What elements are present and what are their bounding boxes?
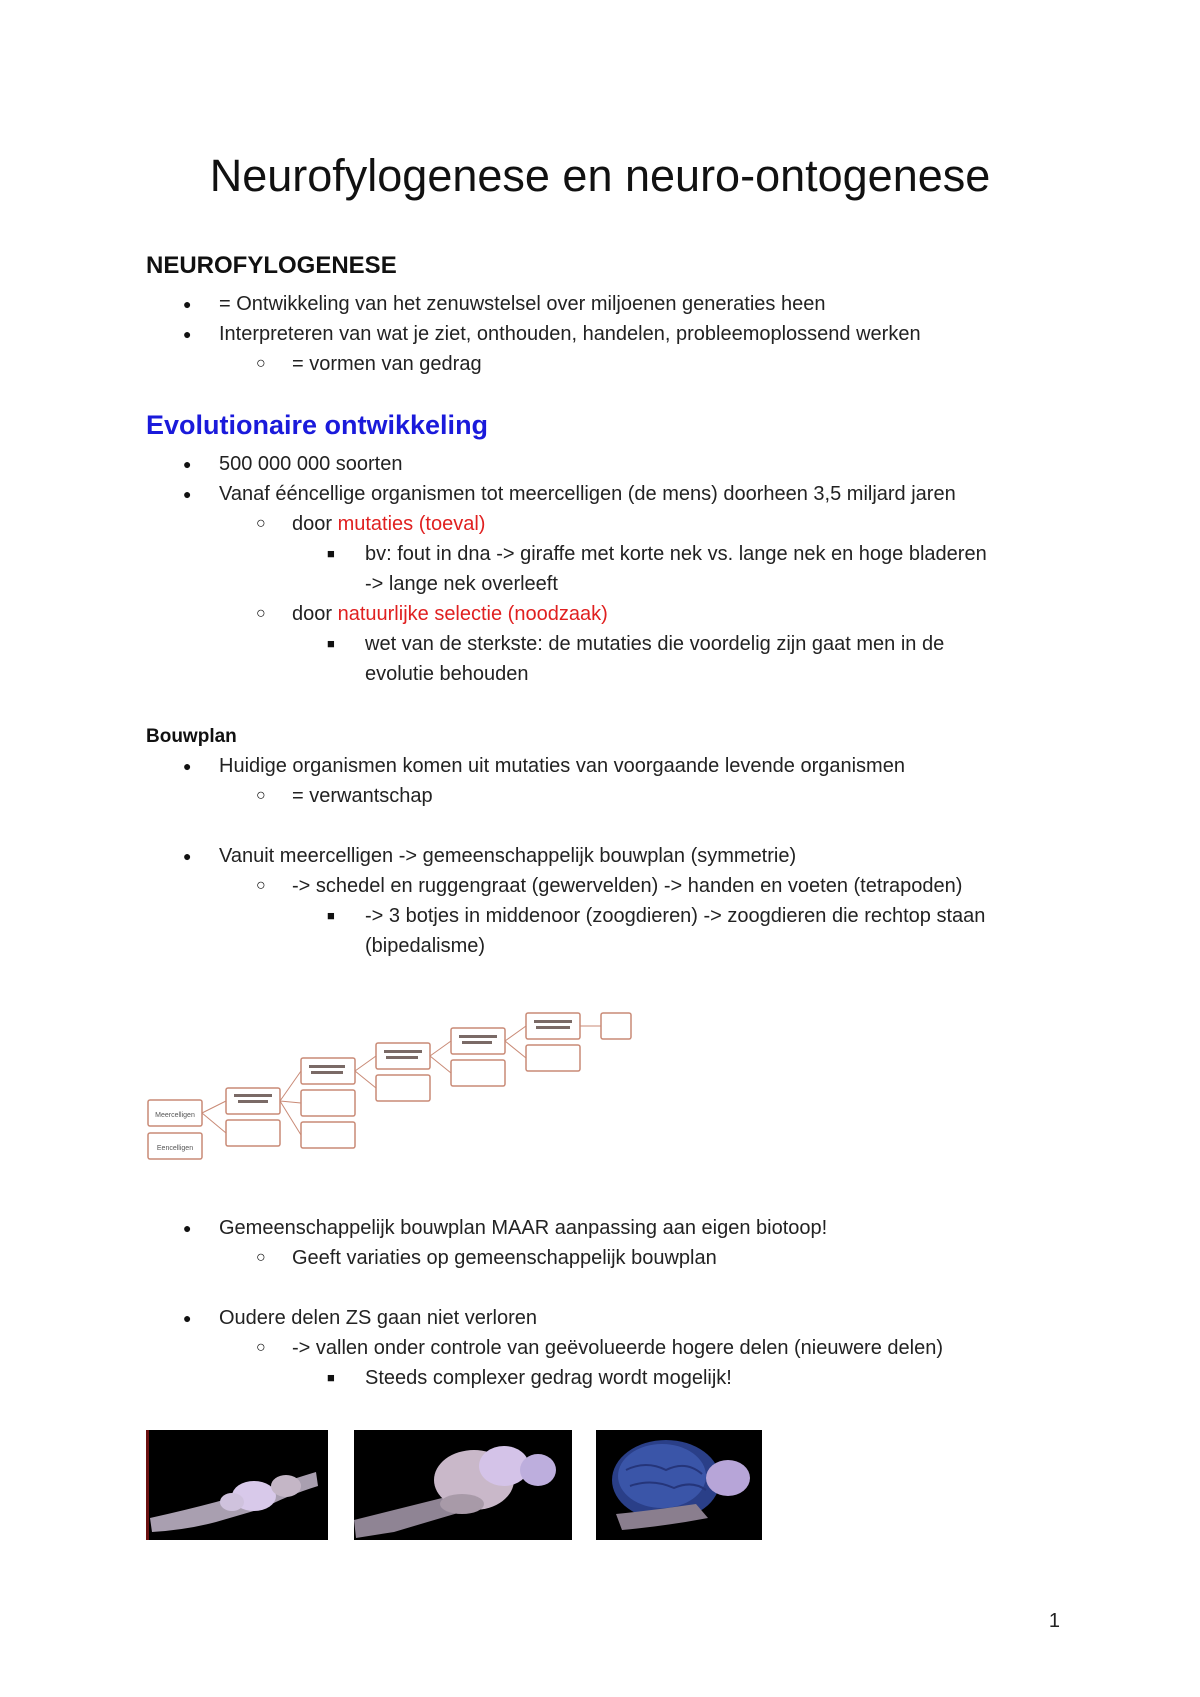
- bullet-icon: ●: [183, 758, 192, 774]
- diagram-label-placeholder: [459, 1035, 497, 1038]
- square-bullet-icon: ■: [327, 636, 335, 651]
- hollow-bullet-icon: ○: [256, 605, 266, 622]
- list-item: wet van de sterkste: de mutaties die voordelig zijn gaat men in de: [365, 633, 945, 655]
- page-title: Neurofylogenese en neuro-ontogenese: [209, 150, 991, 201]
- bullet-icon: ●: [183, 456, 192, 472]
- list-item: 500 000 000 soorten: [219, 453, 403, 475]
- highlight-mutaties: mutaties (toeval): [337, 513, 486, 535]
- diagram-label-placeholder: [462, 1041, 492, 1044]
- diagram-box: [301, 1090, 355, 1116]
- list-item: Huidige organismen komen uit mutaties van voorgaande levende organismen: [219, 755, 905, 777]
- list-item: Steeds complexer gedrag wordt mogelijk!: [365, 1367, 732, 1389]
- list-item: Vanaf ééncellige organismen tot meercelligen (de mens) doorheen 3,5 miljard jaren: [219, 483, 956, 505]
- list-item: Geeft variaties op gemeenschappelijk bouwplan: [292, 1247, 717, 1269]
- diagram-label-placeholder: [238, 1100, 268, 1103]
- list-item: Oudere delen ZS gaan niet verloren: [219, 1307, 537, 1329]
- hollow-bullet-icon: ○: [256, 877, 266, 894]
- hollow-bullet-icon: ○: [256, 515, 266, 532]
- hollow-bullet-icon: ○: [256, 355, 266, 372]
- list-item: Gemeenschappelijk bouwplan MAAR aanpassing aan eigen biotoop!: [219, 1217, 828, 1239]
- hollow-bullet-icon: ○: [256, 1339, 266, 1356]
- square-bullet-icon: ■: [327, 908, 335, 923]
- section-heading-bouwplan: Bouwplan: [146, 726, 237, 747]
- list-item-continuation: -> lange nek overleeft: [365, 573, 558, 595]
- page-number: 1: [1048, 1610, 1060, 1632]
- list-item-prefix: door: [292, 513, 338, 535]
- square-bullet-icon: ■: [327, 1370, 335, 1385]
- diagram-label-placeholder: [536, 1026, 570, 1029]
- list-item: Vanuit meercelligen -> gemeenschappelijk bouwplan (symmetrie): [219, 845, 797, 867]
- diagram-box: [301, 1122, 355, 1148]
- section-heading-evolutie: Evolutionaire ontwikkeling: [146, 410, 489, 440]
- list-item: [292, 510, 485, 538]
- bullet-icon: ●: [183, 326, 192, 342]
- list-item: = vormen van gedrag: [292, 353, 482, 375]
- hollow-bullet-icon: ○: [256, 787, 266, 804]
- bullet-icon: ●: [183, 486, 192, 502]
- diagram-label-placeholder: [311, 1071, 343, 1074]
- brain-image-human: [596, 1430, 762, 1540]
- list-item: Interpreteren van wat je ziet, onthouden, handelen, probleemoplossend werken: [219, 323, 921, 345]
- diagram-box: [376, 1075, 430, 1101]
- highlight-selectie: natuurlijke selectie (noodzaak): [337, 603, 608, 625]
- diagram-label-placeholder: [309, 1065, 345, 1068]
- hollow-bullet-icon: ○: [256, 1249, 266, 1266]
- list-item-continuation: evolutie behouden: [365, 663, 529, 685]
- list-item: -> 3 botjes in middenoor (zoogdieren) -> zoogdieren die rechtop staan: [365, 905, 986, 927]
- list-item: [292, 600, 608, 628]
- phylogeny-tree-diagram: [146, 1008, 636, 1160]
- list-item: -> vallen onder controle van geëvolueerde hogere delen (nieuwere delen): [292, 1337, 943, 1359]
- diagram-label-placeholder: [384, 1050, 422, 1053]
- bullet-icon: ●: [183, 1220, 192, 1236]
- diagram-box: [526, 1045, 580, 1071]
- bullet-icon: ●: [183, 1310, 192, 1326]
- list-item-continuation: (bipedalisme): [365, 935, 486, 957]
- brain-image-intermediate: [354, 1430, 572, 1540]
- list-item: -> schedel en ruggengraat (gewervelden) -> handen en voeten (tetrapoden): [292, 875, 963, 897]
- diagram-label-eencelligen: Eencelligen: [156, 1145, 194, 1152]
- diagram-label-placeholder: [234, 1094, 272, 1097]
- diagram-box: [226, 1120, 280, 1146]
- square-bullet-icon: ■: [327, 546, 335, 561]
- list-item-prefix: door: [292, 603, 338, 625]
- list-item: bv: fout in dna -> giraffe met korte nek vs. lange nek en hoge bladeren: [365, 543, 987, 565]
- diagram-box: [601, 1013, 631, 1039]
- list-item: = Ontwikkeling van het zenuwstelsel over miljoenen generaties heen: [219, 293, 826, 315]
- bullet-icon: ●: [183, 296, 192, 312]
- section-heading-neurofylogenese: NEUROFYLOGENESE: [146, 252, 397, 279]
- diagram-box: [451, 1060, 505, 1086]
- diagram-label-placeholder: [534, 1020, 572, 1023]
- diagram-label-meercelligen: Meercelligen: [155, 1112, 195, 1119]
- bullet-icon: ●: [183, 848, 192, 864]
- brain-image-primitive: [146, 1430, 328, 1540]
- list-item: = verwantschap: [292, 785, 433, 807]
- diagram-label-placeholder: [386, 1056, 418, 1059]
